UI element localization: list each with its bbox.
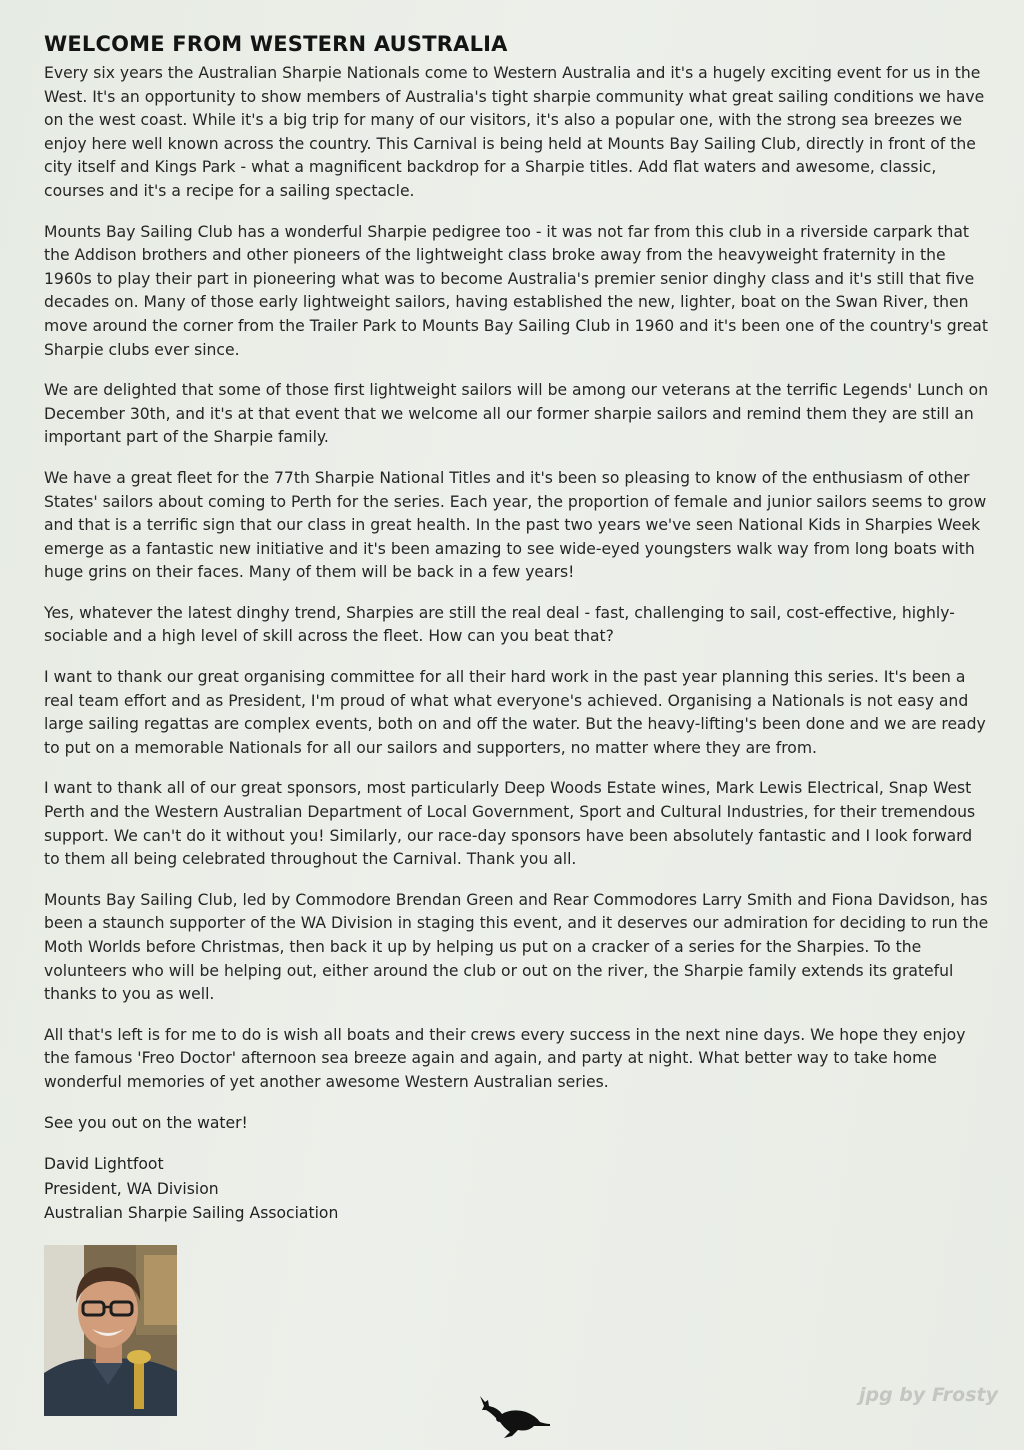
paragraph-3: We are delighted that some of those first lightweight sailors will be among our veterans at the terrific Legends' Lunch on December 30th, and it's at that event that we welcome all our former sharpie sailors and remind them they are still an important part of the Sharpie family. xyxy=(44,381,989,447)
article xyxy=(44,32,990,1226)
paragraph-6: I want to thank our great organising committee for all their hard work in the past year planning this series. It's been a real team effort and as President, I'm proud of what what everyone's achieved. Organising a Nationals is not easy and large sailing regattas are complex events, both on and off the water. But the heavy-lifting's been done and we are ready to put on a memorable Nationals for all our sailors and supporters, no matter where they are from. xyxy=(44,668,986,757)
paragraph-5: Yes, whatever the latest dinghy trend, Sharpies are still the real deal - fast, challenging to sail, cost-effective, highly-sociable and a high level of skill across the fleet. How can you beat that? xyxy=(44,603,955,646)
paragraph-1: Every six years the Australian Sharpie Nationals come to Western Australia and it's a hugely exciting event for us in the West. It's an opportunity to show members of Australia's tight sharpie community what great sailing conditions we have on the west coast. While it's a big trip for many of our visitors, it's also a popular one, with the strong sea breezes we enjoy here well known across the country. This Carnival is being held at Mounts Bay Sailing Club, directly in front of the city itself and Kings Park - what a magnificent backdrop for a Sharpie titles. Add flat waters and awesome, classic, courses and it's a recipe for a sailing spectacle. xyxy=(44,64,985,200)
author-photo xyxy=(44,1245,177,1416)
signature-block xyxy=(44,1152,990,1226)
paragraph-9: All that's left is for me to do is wish all boats and their crews every success in the next nine days. We hope they enjoy the famous 'Freo Doctor' afternoon sea breeze again and again, and party at night. What better way to take home wonderful memories of yet another awesome Western Australian series. xyxy=(44,1025,966,1091)
paragraph-8: Mounts Bay Sailing Club, led by Commodore Brendan Green and Rear Commodores Larry Smith and Fiona Davidson, has been a staunch supporter of the WA Division in staging this event, and it deserves our admiration for deciding to run the Moth Worlds before Christmas, then back it up by helping us put on a cracker of a series for the Sharpies. To the volunteers who will be helping out, either around the club or out on the river, the Sharpie family extends its grateful thanks to you as well. xyxy=(44,890,989,1004)
page-title: WELCOME FROM WESTERN AUSTRALIA xyxy=(44,32,508,56)
paragraph-7: I want to thank all of our great sponsors, most particularly Deep Woods Estate wines, Mark Lewis Electrical, Snap West Perth and the Western Australian Department of Local Government, Sport and Cultural Industries, for their tremendous support. We can't do it without you! Similarly, our race-day sponsors have been absolutely fantastic and I look forward to them all being celebrated throughout the Carnival. Thank you all. xyxy=(44,779,976,869)
paragraph-4: We have a great fleet for the 77th Sharpie National Titles and it's been so pleasing to know of the enthusiasm of other States' sailors about coming to Perth for the series. Each year, the proportion of female and junior sailors seems to grow and that is a terrific sign that our class in great health. In the past two years we've seen National Kids in Sharpies Week emerge as a fantastic new initiative and it's been amazing to see wide-eyed youngsters walk way from long boats with huge grins on their faces. Many of them will be back in a few years! xyxy=(44,468,987,582)
signature-name: David Lightfoot xyxy=(44,1155,164,1174)
paragraph-2: Mounts Bay Sailing Club has a wonderful Sharpie pedigree too - it was not far from this club in a riverside carpark that the Addison brothers and other pioneers of the lightweight class broke away from the heavyweight fraternity in the 1960s to play their part in pioneering what was to become Australia's premier senior dinghy class and it's still that five decades on. Many of those early lightweight sailors, having established the new, lighter, boat on the Swan River, then move around the corner from the Trailer Park to Mounts Bay Sailing Club in 1960 and it's been one of the country's great Sharpie clubs ever since. xyxy=(44,222,988,359)
signature-role: President, WA Division xyxy=(44,1179,219,1198)
photo-credit: jpg by Frosty xyxy=(858,1384,998,1406)
signature-organisation: Australian Sharpie Sailing Association xyxy=(44,1204,339,1223)
closing-line: See you out on the water! xyxy=(44,1113,248,1132)
kangaroo-icon xyxy=(474,1388,552,1440)
